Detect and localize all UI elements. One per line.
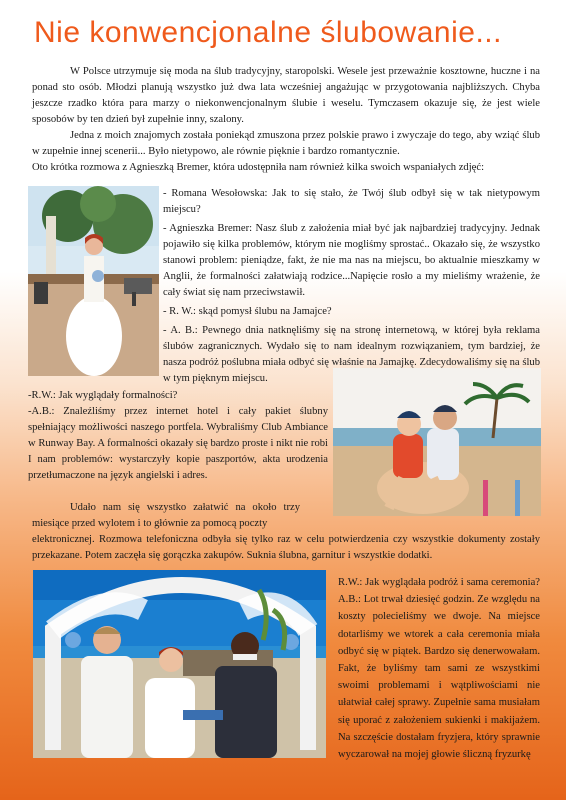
ceremony-arch-photo [33, 570, 326, 758]
intro-paragraph-2: Jedna z moich znajomych została poniekąd zmuszona przez polskie prawo i zwyczaje do tego, aby wziąć ślub w zupełnie innej scenerii... Było nietypowo, ale równie pięknie i bardzo romantycznie. [32, 130, 540, 157]
interview-answer-2: - A. B.: Pewnego dnia natknęliśmy się na stronę internetową, w której była reklama ślubów zagranicznych. Wydało się to nam idealnym rozwiązaniem, tym bardziej, że nasza podróż poślubna miała odbyć się właśnie na Jamajkę. Zdecydowaliśmy się na ślub w tym pięknym miejscu. [163, 325, 540, 384]
interview-bottom: R.W.: Jak wyglądała podróż i sama ceremonia? A.B.: Lot trwał dziesięć godzin. Ze względu na koszty polecieliśmy we dwoje. Na miejsce dotarliśmy we wtorek a cała ceremonia miała odbyć się w piątek. Bardzo się denerwowałam. Fakt, że byliśmy tam sami ze wszystkimi swoimi problemami i wątpliwościami nie ułatwiał całej sprawy. Zupełnie sama musiałam się uporać z założeniem sukienki i makijażem. Na szczęście dostałam fryzjera, który sprawnie wyczarował na mojej głowie śliczną fryzurkę [338, 577, 540, 761]
intro-paragraph-1: W Polsce utrzymuje się moda na ślub tradycyjny, staropolski. Wesele jest przeważnie kosztowne, huczne i na ponad sto osób. Młodzi planują wszystko już dwa lata wcześniej angażując w przygotowania najbliższych. Chyba jeszcze rzadko która para marzy o niekonwencjonalnym ślubie i weselu. Tymczasem okazuje się, że jest wiele sposobów by ten dzień był zupełnie inny, szalony. [32, 66, 540, 125]
intro-paragraph-3: Oto krótka rozmowa z Agnieszką Bremer, która udostępniła nam również kilka swoich wspaniałych zdjęć: [32, 162, 485, 173]
interview-top [163, 186, 540, 387]
couple-beach-photo [333, 368, 541, 516]
mid-paragraph-start: Udało nam się wszystko załatwić na około trzy miesiące przed wylotem i to głównie za pomocą poczty [32, 502, 300, 529]
interview-answer-1: - Agnieszka Bremer: Nasz ślub z założenia miał być jak najbardziej tradycyjny. Jednak pojawiło się kilka problemów, którym nie mogliśmy sprostać.. Okazało się, że wszystko stanowi problem: pieniądze, fakt, że nie ma nas na miejscu, bo aktualnie mieszkamy w Anglii, że formalności załatwiają rodzice...Napięcie rosło a my mieliśmy wrażenie, że cały świat się nam przeciwstawił. [163, 223, 540, 298]
interview-question-3: -R.W.: Jak wyglądały formalności? [28, 390, 178, 401]
interview-mid [28, 388, 328, 484]
bride-resort-photo [28, 186, 159, 376]
page-title: Nie konwencjonalne ślubowanie... [34, 16, 502, 49]
interview-question-2: - R. W.: skąd pomysł ślubu na Jamajce? [163, 306, 332, 317]
mid-paragraph-continued: elektronicznej. Rozmowa telefoniczna odbyła się tylko raz w celu potwierdzenia czy wszystkie dokumenty zostały przekazane. Potem zaczęła się gorączka zakupów. Suknia ślubna, garnitur i wszystkie dodatki. [32, 534, 540, 561]
interview-answer-3: -A.B.: Znaleźliśmy przez internet hotel i cały pakiet ślubny spełniający możliwości naszego portfela. Wybraliśmy Club Ambiance w Runway Bay. A formalności okazały się bardzo proste i nikt nie robi I nam problemów: wystarczyły kopie paszportów, akta urodzenia przetłumaczone na język angielski i adres. [28, 406, 328, 481]
interview-question-1: - Romana Wesołowska: Jak to się stało, że Twój ślub odbył się w tak nietypowym miejscu? [163, 188, 540, 215]
